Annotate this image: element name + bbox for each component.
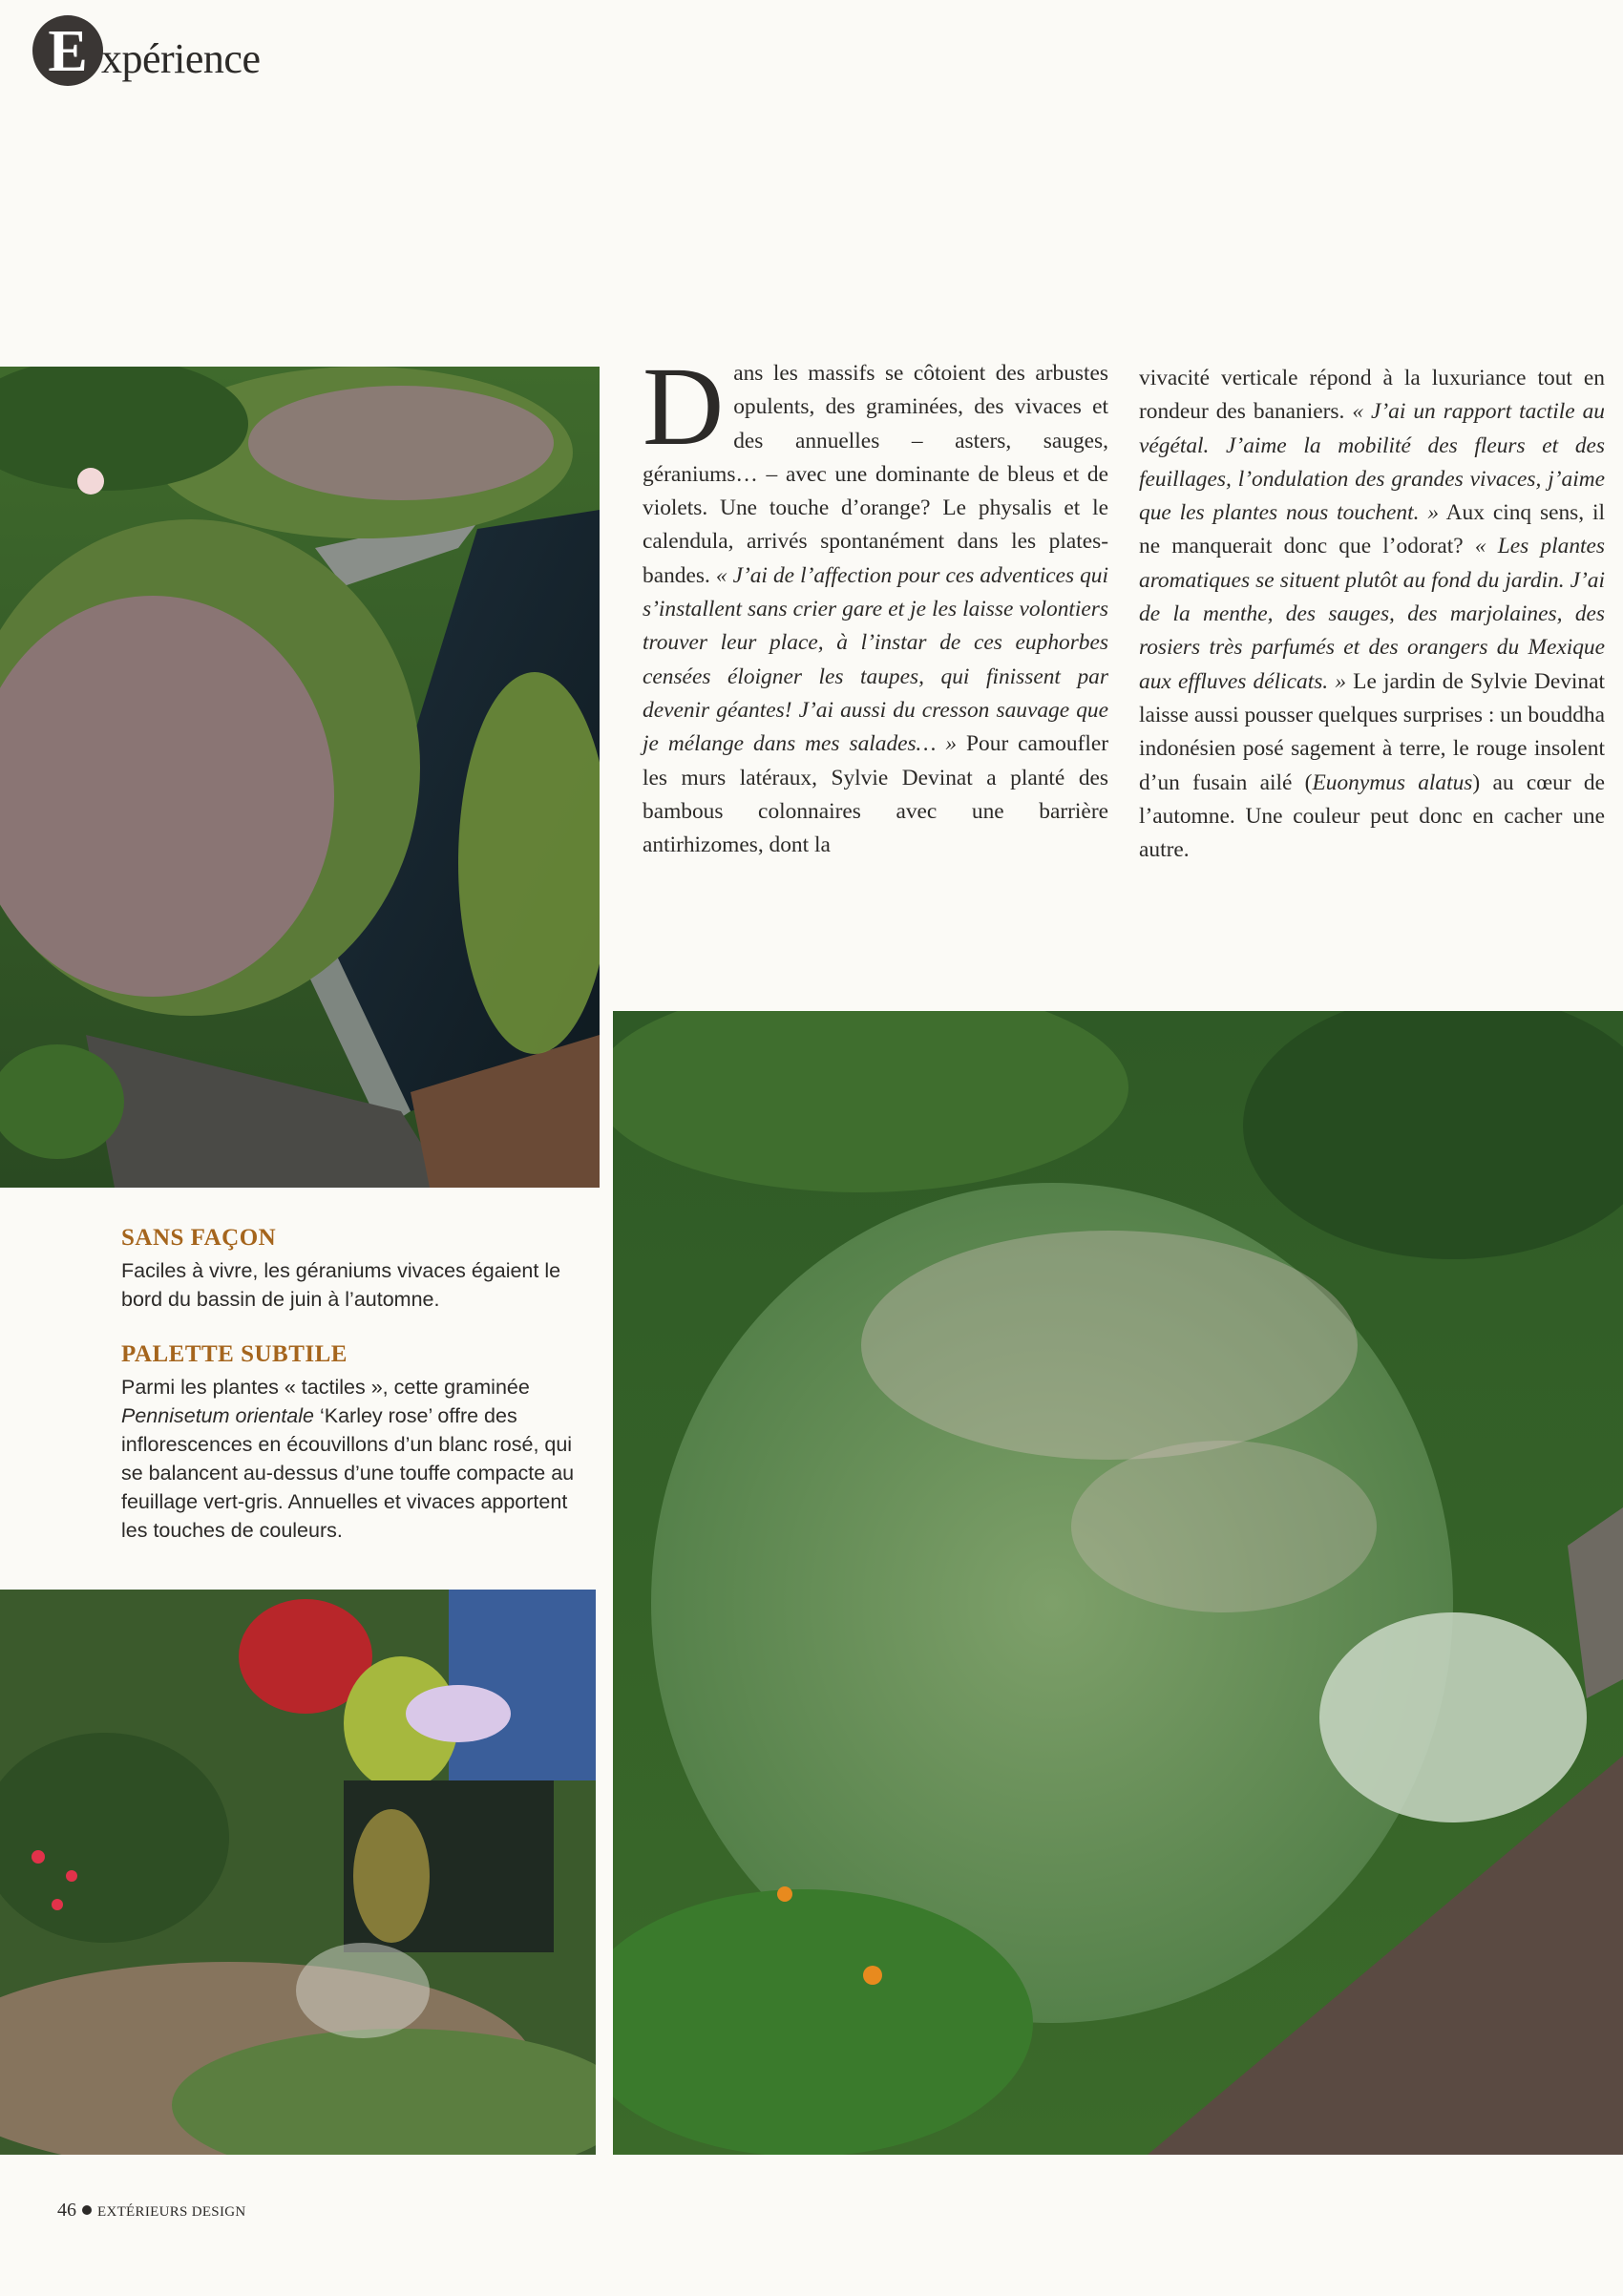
drop-cap: D [643,344,725,469]
caption-text-sans-facon: Faciles à vivre, les géraniums vivaces égaient le bord du bassin de juin à l’automne. [121,1259,561,1311]
article-column-1 [643,344,1108,862]
col2-text-4: ) au cœur de l’automne. Une couleur peut donc en cacher une autre. [1139,769,1606,863]
photo-colourful-garden [0,1590,596,2155]
col1-text-1: ans les massifs se côtoient des arbustes opulents, des graminées, des vivaces et des annuelles – asters, sauges, géraniums… – avec une dominante de bleus et de violets. Une touche d’orange? Le physalis et le calendula, arrivés spontanément dans les plates-bandes. [643,361,1108,588]
col2-quote-1: « J’ai un rapport tactile au végétal. J’aime la mobilité des fleurs et des feuillages, l’ondulation des grandes vivaces, j’aime que les plantes nous touchent. » [1139,399,1605,526]
col2-text-3: Le jardin de Sylvie Devinat laisse aussi pousser quelques surprises : un bouddha indonésien posé sagement à terre, le rouge insolent d’un fusain ailé ( [1139,668,1605,795]
col1-quote: « J’ai de l’affection pour ces adventices qui s’installent sans crier gare et je les laisse volontiers trouver leur place, à l’instar de ces euphorbes censées éloigner les taupes, qui finissent par devenir géantes! J’ai aussi du cresson sauvage que je mélange dans mes salades… » [643,562,1108,757]
section-title: xpérience [101,35,261,82]
photo-geraniums-pond [0,367,600,1188]
caption-text-part-1: Parmi les plantes « tactiles », cette graminée [121,1376,530,1399]
col1-text-2: Pour camoufler les murs latéraux, Sylvie Devinat a planté des bambous colonnaires avec une barrière antirhizomes, dont la [643,731,1108,858]
caption-text-palette-subtile [121,1373,589,1545]
article-column-2 [1139,362,1605,867]
caption-text-part-2: ‘Karley rose’ offre des inflorescences en écouvillons d’un blanc rosé, qui se balancent au-dessus d’une touffe compacte au feuillage vert-gris. Annuelles et vivaces apportent les touches de couleurs. [121,1404,575,1542]
col2-quote-2: « Les plantes aromatiques se situent plutôt au fond du jardin. J’ai de la menthe, des sauges, des marjolaines, des rosiers très parfumés et des orangers du Mexique aux effluves délicats. » [1139,534,1605,694]
footer-bullet-icon [82,2205,92,2215]
magazine-name: EXTÉRIEURS DESIGN [97,2204,246,2220]
col2-latin-name: Euonymus alatus [1312,769,1473,795]
col2-text-2: Aux cinq sens, il ne manquerait donc que l’odorat? [1139,500,1605,559]
page-footer [57,2200,246,2222]
caption-title-palette-subtile: PALETTE SUBTILE [121,1341,348,1367]
section-header [32,15,414,92]
photo-pennisetum-grass [613,1011,1623,2155]
page-number: 46 [57,2200,76,2221]
section-initial-badge: E [32,15,103,86]
col2-text-1: vivacité verticale répond à la luxuriance tout en rondeur des bananiers. [1139,366,1605,425]
caption-title-sans-facon: SANS FAÇON [121,1225,277,1251]
caption-latin-name: Pennisetum orientale [121,1404,314,1427]
